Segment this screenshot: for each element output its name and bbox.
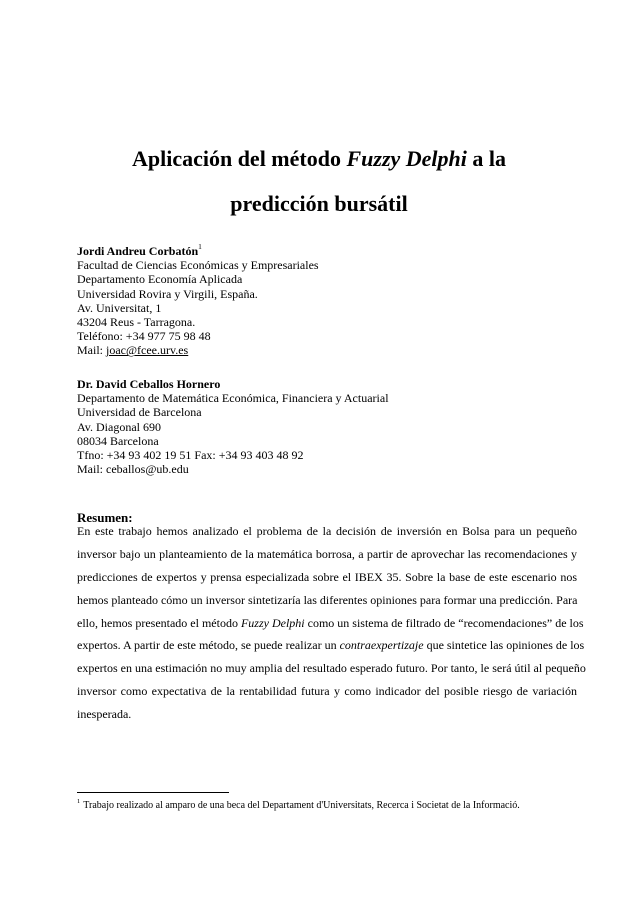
address-street: Av. Diagonal 690: [77, 419, 161, 434]
abstract-heading: Resumen:: [77, 510, 133, 525]
abstract-line: inversor como expectativa de la rentabilidad futura y como indicador del posible riesgo de variación: [77, 684, 577, 699]
abstract-line: hemos planteado cómo un inversor sintetizaría las diferentes opiniones para formar una predicción. Para: [77, 592, 578, 607]
address-city: 08034 Barcelona: [77, 433, 159, 448]
title-text-pre: Aplicación del método: [131, 146, 347, 171]
footnote: [77, 799, 520, 812]
abstract-italic-text: contraexpertizaje: [339, 638, 424, 653]
affiliation-department: Departamento Economía Aplicada: [77, 272, 243, 287]
footnote-marker: 1: [198, 242, 202, 251]
abstract-line: En este trabajo hemos analizado el problema de la decisión de inversión en Bolsa para un pequeño: [77, 524, 577, 538]
abstract-line: expertos en una estimación no muy amplia del resultado esperado futuro. Por tanto, le será útil al pequeño: [77, 661, 586, 676]
address-street: Av. Universitat, 1: [77, 300, 162, 315]
abstract-line: inversor bajo un planteamiento de la matemática borrosa, a partir de aprovechar las recomendaciones y: [77, 546, 577, 561]
abstract-line: [77, 634, 585, 657]
phone: Teléfono: +34 977 75 98 48: [77, 329, 211, 344]
phone-fax: Tfno: +34 93 402 19 51 Fax: +34 93 403 48 92: [77, 448, 304, 463]
affiliation-faculty: Facultad de Ciencias Económicas y Empresariales: [77, 258, 319, 273]
author-affiliation-2: [77, 377, 577, 476]
title-text-post: a la: [466, 146, 507, 171]
author-name-line: [77, 244, 577, 258]
abstract-text: ello, hemos presentado el método: [77, 615, 241, 630]
affiliation-university: Universidad Rovira y Virgili, España.: [77, 286, 258, 301]
abstract-text: expertos. A partir de este método, se puede realizar un: [77, 638, 340, 653]
abstract-text: como un sistema de filtrado de “recomendaciones” de los: [304, 615, 584, 630]
abstract-italic-text: Fuzzy Delphi: [240, 615, 305, 630]
email-link[interactable]: joac@fcee.urv.es: [106, 343, 189, 358]
paper-title-line-1: [60, 146, 578, 172]
email-line: [77, 343, 577, 357]
abstract-line: predicciones de expertos y prensa especializada sobre el IBEX 35. Sobre la base de este escenario nos: [77, 569, 577, 584]
affiliation-department: Departamento de Matemática Económica, Financiera y Actuarial: [77, 391, 389, 406]
footnote-text: Trabajo realizado al amparo de una beca del Departament d'Universitats, Recerca i Societat de la Informació.: [83, 800, 520, 811]
title-method-name: Fuzzy Delphi: [346, 146, 467, 171]
author-name: Dr. David Ceballos Hornero: [77, 377, 221, 391]
email-line: Mail: ceballos@ub.edu: [77, 462, 189, 477]
abstract-line: inesperada.: [77, 707, 132, 722]
footnote-mark: 1: [77, 798, 81, 805]
footnote-separator: [77, 792, 229, 793]
author-affiliation-1: [77, 244, 577, 358]
abstract-text: que sintetice las opiniones de los: [423, 638, 585, 653]
address-city: 43204 Reus - Tarragona.: [77, 315, 196, 330]
paper-title-line-2: predicción bursátil: [230, 191, 408, 216]
author-name: Jordi Andreu Corbatón: [77, 244, 199, 258]
abstract-line: [77, 612, 584, 635]
abstract-body: [77, 520, 586, 726]
affiliation-university: Universidad de Barcelona: [77, 405, 202, 420]
email-label: Mail:: [77, 343, 106, 358]
